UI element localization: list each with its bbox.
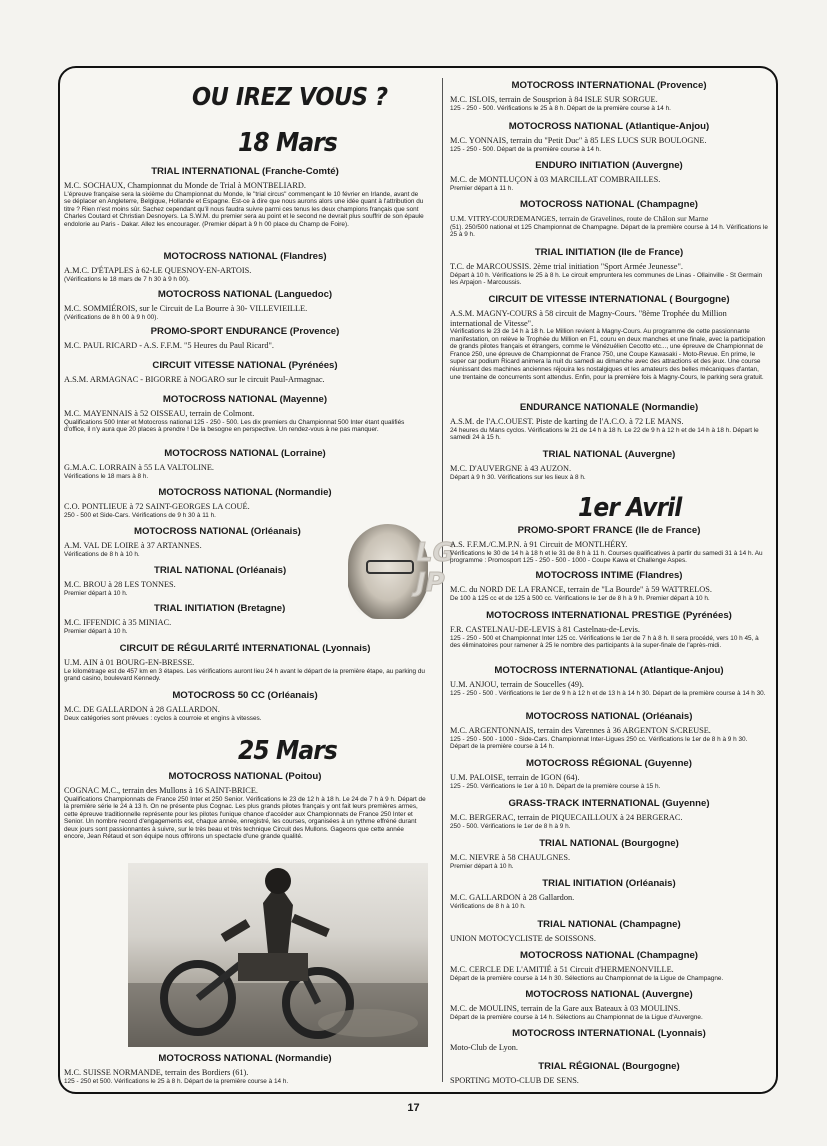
page-number: 17 <box>407 1102 420 1114</box>
event-organizer: A.M. VAL DE LOIRE à 37 ARTANNES. <box>64 541 202 550</box>
event-entry <box>64 166 426 228</box>
event-organizer: U.M. ANJOU, terrain de Soucelles (49). <box>450 680 584 689</box>
event-organizer: M.C. D'AUVERGNE à 43 AUZON. <box>450 464 572 473</box>
event-title: MOTOCROSS NATIONAL (Poitou) <box>168 771 322 782</box>
event-detail: Vérifications le 30 de 14 h à 18 h et le 31 de 8 h à 11 h. Courses qualificatives à partir du samedi 31 à 14 h. Au programme : Promosport 125 - 250 - 500 - 1000 - Coupe Kawa et Challenge Aspes. <box>450 549 763 565</box>
event-entry <box>450 1028 768 1053</box>
event-entry <box>450 570 768 602</box>
event-detail: 24 heures du Mans cyclos. Vérifications le 21 de 14 h à 18 h. Le 22 de 9 h à 12 h et de 14 h à 18 h. Départ le samedi 24 à 15 h. <box>450 426 759 442</box>
event-detail: Le kilométrage est de 457 km en 3 étapes. Les vérifications auront lieu 24 h avant le départ de la première étape, au parking du grand casino, boulevard Kennedy. <box>64 667 425 683</box>
event-title: MOTOCROSS INTIME (Flandres) <box>535 570 683 581</box>
event-title: GRASS-TRACK INTERNATIONAL (Guyenne) <box>508 798 710 809</box>
event-detail: 125 - 250 - 500 . Vérifications le 1er de 9 h à 12 h et de 13 h à 14 h 30. Départ de la première course à 14 h 30. <box>450 689 766 697</box>
event-entry <box>450 838 768 870</box>
event-organizer: M.C. de MONTLUÇON à 03 MARCILLAT COMBRAILLES. <box>450 175 661 184</box>
event-title: PROMO-SPORT FRANCE (Ile de France) <box>517 525 701 536</box>
event-title: TRIAL INTERNATIONAL (Franche-Comté) <box>151 166 339 177</box>
event-entry <box>64 690 426 722</box>
event-title: MOTOCROSS NATIONAL (Mayenne) <box>162 394 328 405</box>
event-organizer: M.C. BERGERAC, terrain de PIQUECAILLOUX à 24 BERGERAC. <box>450 813 683 822</box>
event-entry <box>450 610 768 650</box>
event-entry <box>450 402 768 442</box>
event-title: MOTOCROSS NATIONAL (Champagne) <box>519 199 699 210</box>
event-organizer: M.C. de MOULINS, terrain de la Gare aux Bateaux à 03 MOULINS. <box>450 1004 681 1013</box>
event-entry <box>64 394 426 434</box>
motorcycle-rider-illustration <box>128 863 428 1047</box>
event-title: MOTOCROSS INTERNATIONAL (Lyonnais) <box>512 1028 706 1039</box>
event-organizer: U.M. VITRY-COURDEMANGES, terrain de Gravelines, route de Châlon sur Marne <box>450 214 709 223</box>
event-entry <box>64 448 426 480</box>
event-title: ENDURO INITIATION (Auvergne) <box>535 160 683 171</box>
event-title: TRIAL INITIATION (Bretagne) <box>154 603 286 614</box>
event-title: MOTOCROSS NATIONAL (Flandres) <box>163 251 327 262</box>
event-detail: 125 - 250 - 500 - 1000 - Side-Cars. Championnat Inter-Ligues 250 cc. Vérifications le 1er de 8 h à 9 h 30. Départ de la première course à 14 h. <box>450 735 748 751</box>
event-title: MOTOCROSS NATIONAL (Normandie) <box>158 1053 332 1064</box>
event-title: TRIAL NATIONAL (Champagne) <box>537 919 681 930</box>
event-title: MOTOCROSS NATIONAL (Normandie) <box>158 487 332 498</box>
event-title: MOTOCROSS 50 CC (Orléanais) <box>172 690 318 701</box>
event-organizer: G.M.A.C. LORRAIN à 55 LA VALTOLINE. <box>64 463 214 472</box>
event-detail: (Vérifications le 18 mars de 7 h 30 à 9 h 00). <box>64 275 190 283</box>
event-title: MOTOCROSS INTERNATIONAL (Provence) <box>511 80 707 91</box>
event-entry <box>450 525 768 565</box>
event-detail: Premier départ à 10 h. <box>64 627 128 635</box>
event-entry <box>64 289 426 321</box>
event-entry <box>64 487 426 519</box>
event-title: MOTOCROSS NATIONAL (Champagne) <box>519 950 699 961</box>
event-organizer: M.C. NIEVRE à 58 CHAULGNES. <box>450 853 571 862</box>
event-title: TRIAL INITIATION (Ile de France) <box>534 247 684 258</box>
page-frame <box>58 66 778 1094</box>
event-organizer: M.C. ISLOIS, terrain de Sousprion à 84 ISLE SUR SORGUE. <box>450 95 658 104</box>
event-entry <box>450 989 768 1021</box>
event-detail: Qualifications Championnats de France 250 Inter et 250 Senior. Vérifications le 23 de 12 h à 18 h. Le 24 de 7 h à 9 h. Départ de la première série le 24 à 13 h. On ne présente plus Cognac. Les plus grands pilotes français y ont fait leurs premières armes, cette épreuve traditionnelle représente pour les pilotes l'unique chance d'accéder aux Championnats de France 250 Inter et Senior. Un nombre record d'engagements est, chaque année, enregistré, les courses, organisées à un rythme effréné durant deux jours sont passionnantes à suivre, sur le très beau et très technique Circuit des Mullons. Gageons que cette année encore, Jean Rétaud et son équipe nous offrirons un spectacle d'une grande qualité. <box>64 795 426 841</box>
event-entry <box>450 160 768 192</box>
event-entry <box>64 1053 426 1085</box>
event-organizer: M.C. DE GALLARDON à 28 GALLARDON. <box>64 705 220 714</box>
event-organizer: T.C. de MARCOUSSIS. 2ème trial initiation "Sport Armée Jeunesse". <box>450 262 683 271</box>
event-organizer: SPORTING MOTO-CLUB DE SENS. <box>450 1076 579 1085</box>
event-organizer: M.C. SUISSE NORMANDE, terrain des Bordiers (61). <box>64 1068 249 1077</box>
event-organizer: M.C. PAUL RICARD - A.S. F.F.M. "5 Heures du Paul Ricard". <box>64 341 274 350</box>
event-organizer: A.S.M. ARMAGNAC - BIGORRE à NOGARO sur le circuit Paul-Armagnac. <box>64 375 325 384</box>
event-entry <box>450 758 768 790</box>
event-title: MOTOCROSS INTERNATIONAL PRESTIGE (Pyrénées) <box>486 610 732 621</box>
date-heading-18-mars: 18 Mars <box>238 128 337 158</box>
event-organizer: M.C. SOCHAUX, Championnat du Monde de Trial à MONTBELIARD. <box>64 181 306 190</box>
event-detail: Départ de la première course à 14 h. Sélections au Championnat de la Ligue d'Auvergne. <box>450 1013 703 1021</box>
event-detail: 250 - 500 et Side-Cars. Vérifications de 9 h 30 à 11 h. <box>64 511 216 519</box>
event-title: MOTOCROSS NATIONAL (Lorraine) <box>164 448 326 459</box>
event-entry <box>64 526 332 558</box>
event-title: CIRCUIT DE VITESSE INTERNATIONAL ( Bourgogne) <box>488 294 730 305</box>
event-detail: Départ à 10 h. Vérifications le 25 à 8 h. Le circuit empruntera les communes de Linas - Ollainville - St Germain les Arpajon - Marcoussis. <box>450 271 763 287</box>
event-organizer: M.C. YONNAIS, terrain du "Petit Duc" à 85 LES LUCS SUR BOULOGNE. <box>450 136 707 145</box>
event-title: PROMO-SPORT ENDURANCE (Provence) <box>150 326 340 337</box>
event-title: MOTOCROSS RÉGIONAL (Guyenne) <box>526 758 692 769</box>
event-detail: 125 - 250 - 500. Départ de la première course à 14 h. <box>450 145 601 153</box>
event-entry <box>450 711 768 751</box>
event-organizer: U.M. AIN à 01 BOURG-EN-BRESSE. <box>64 658 195 667</box>
event-detail: 250 - 500. Vérifications le 1er de 8 h à 9 h. <box>450 822 571 830</box>
event-entry <box>450 1061 768 1086</box>
event-detail: L'épreuve française sera la sixième du Championnat du Monde, le "trial circus" commençant le 10 février en Irlande, avant de se déplacer en Angleterre, Belgique, Hollande et Espagne. Est-ce à dire que nous aurons alors une idée quant à l'attribution du titre ? Rien n'est moins sûr. Sachez cependant qu'il nous faudra suivre parmi ces tenus les deux champions français que sont Charles Coutard et Christian Desnoyers. La S.W.M. du premier sera au point et le second ne devrait plus souffrir de son épaule endolorie au Paris - Dakar. Allez les encourager. (Premier départ à 9 h 00 place du Champ de Foire). <box>64 190 424 228</box>
event-organizer: Moto-Club de Lyon. <box>450 1043 518 1052</box>
page-title: OU IREZ VOUS ? <box>192 82 388 111</box>
event-organizer: A.M.C. D'ÉTAPLES à 62-LE QUESNOY-EN-ARTOIS. <box>64 266 252 275</box>
event-detail: Départ de la première course à 14 h 30. Sélections au Championnat de la Ligue de Champagne. <box>450 974 724 982</box>
event-title: TRIAL NATIONAL (Auvergne) <box>542 449 676 460</box>
event-entry <box>450 199 768 239</box>
event-title: MOTOCROSS NATIONAL (Orléanais) <box>525 711 693 722</box>
event-entry <box>450 665 768 697</box>
date-heading-1er-avril: 1er Avril <box>578 493 682 523</box>
event-entry <box>450 449 768 481</box>
event-title: CIRCUIT VITESSE NATIONAL (Pyrénées) <box>152 360 338 371</box>
event-entry <box>450 798 768 830</box>
event-detail: De 100 à 125 cc et de 125 à 500 cc. Vérifications le 1er de 8 h à 9 h. Premier départ à 10 h. <box>450 594 710 602</box>
event-entry <box>450 294 768 381</box>
event-entry <box>64 360 426 385</box>
event-title: CIRCUIT DE RÉGULARITÉ INTERNATIONAL (Lyonnais) <box>119 643 371 654</box>
event-entry <box>450 80 768 112</box>
event-organizer: A.S.M. MAGNY-COURS à 58 circuit de Magny-Cours. "8ème Trophée du Million international de Vitesse". <box>450 309 727 328</box>
event-detail: 125 - 250. Vérifications le 1er à 10 h. Départ de la première course à 15 h. <box>450 782 661 790</box>
event-organizer: A.S.M. de l'A.C.OUEST. Piste de karting de l'A.C.O. à 72 LE MANS. <box>450 417 684 426</box>
event-entry <box>450 878 768 910</box>
event-detail: 125 - 250 et 500. Vérifications le 25 à 8 h. Départ de la première course à 14 h. <box>64 1077 289 1085</box>
event-organizer: C.O. PONTLIEUE à 72 SAINT-GEORGES LA COUÉ. <box>64 502 250 511</box>
event-title: TRIAL RÉGIONAL (Bourgogne) <box>538 1061 680 1072</box>
glasses-icon <box>366 560 414 574</box>
event-organizer: M.C. du NORD DE LA FRANCE, terrain de "La Bourde" à 59 WATTRELOS. <box>450 585 712 594</box>
event-detail: (Vérifications de 8 h 00 à 9 h 00). <box>64 313 159 321</box>
watermark-logo: LG JP <box>416 538 454 598</box>
event-detail: Premier départ à 10 h. <box>450 862 514 870</box>
event-organizer: U.M. PALOISE, terrain de IGON (64). <box>450 773 580 782</box>
event-organizer: A.S. F.F.M./C.M.P.N. à 91 Circuit de MONTLHÉRY. <box>450 540 628 549</box>
event-entry <box>64 251 426 283</box>
event-entry <box>64 565 332 597</box>
event-title: TRIAL NATIONAL (Bourgogne) <box>539 838 679 849</box>
event-detail: Vérifications le 23 de 14 h à 18 h. Le Million revient à Magny-Cours. Au programme de cette passionnante manifestation, on relève le Trophée du Million en F1, couru en deux manches et une finale, avec la participation de grands pilotes français et étrangers, comme le Vénézuélien Cecotto etc..., une épreuve de Championnat de France 250, une épreuve de Championnat de France 750, une Coupe Kawasaki - Moto-Revue. En prime, le super car podium Ricard animera la nuit du samedi au dimanche avec des attractions et des jeux. Une course réunissant des machines anciennes réjouira les nostalgiques et les amateurs des belles mécaniques d'antan, une trentaine de concurrents sont attendus. Enfin, pour la première fois à Magny-Cours, le parking sera gratuit. <box>450 328 766 381</box>
event-title: MOTOCROSS NATIONAL (Orléanais) <box>134 526 301 537</box>
event-title: MOTOCROSS INTERNATIONAL (Atlantique-Anjou) <box>494 665 724 676</box>
event-detail: Vérifications de 8 h à 10 h. <box>450 902 526 910</box>
event-detail: 125 - 250 - 500. Vérifications le 25 à 8 h. Départ de la première course à 14 h. <box>450 104 671 112</box>
event-title: TRIAL NATIONAL (Orléanais) <box>154 565 287 576</box>
event-organizer: M.C. SOMMIÉROIS, sur le Circuit de La Bourre à 30- VILLEVIEILLE. <box>64 304 308 313</box>
event-entry <box>64 643 426 683</box>
event-entry <box>450 919 768 944</box>
event-organizer: M.C. ARGENTONNAIS, terrain des Varennes à 36 ARGENTON S/CREUSE. <box>450 726 711 735</box>
event-detail: Qualifications 500 Inter et Motocross national 125 - 250 - 500. Les dix premiers du Championnat 500 Inter étant qualifiés d'office, il n'y aura que 20 places à prendre ! De la besogne en perspective. Un rendez-vous à ne pas manquer. <box>64 418 405 434</box>
event-organizer: M.C. CERCLE DE L'AMITIÉ à 51 Circuit d'HERMENONVILLE. <box>450 965 674 974</box>
event-organizer: M.C. BROU à 28 LES TONNES. <box>64 580 176 589</box>
event-entry <box>64 603 332 635</box>
event-detail: (51). 250/500 national et 125 Championnat de Champagne. Départ de la première course à 14 h. Vérifications le 25 à 9 h. <box>450 223 768 239</box>
event-entry <box>450 121 768 153</box>
event-title: MOTOCROSS NATIONAL (Atlantique-Anjou) <box>508 121 710 132</box>
event-detail: Premier départ à 10 h. <box>64 589 128 597</box>
event-detail: Départ à 9 h 30. Vérifications sur les lieux à 8 h. <box>450 473 586 481</box>
event-detail: Premier départ à 11 h. <box>450 184 514 192</box>
event-entry <box>64 326 426 351</box>
event-detail: Vérifications le 18 mars à 8 h. <box>64 472 149 480</box>
event-detail: 125 - 250 - 500 et Championnat Inter 125 cc. Vérifications le 1er de 7 h à 8 h. Il sera procédé, vers 10 h 45, à des éliminatoires pour ramener à 25 le nombre des participants à la super-finale de l'après-midi. <box>450 634 759 650</box>
motocross-photo <box>128 863 428 1047</box>
event-organizer: F.R. CASTELNAU-DE-LEVIS à 81 Castelnau-de-Levis. <box>450 625 640 634</box>
event-detail: Deux catégories sont prévues : cyclos à courroie et engins à vitesses. <box>64 714 262 722</box>
event-title: MOTOCROSS NATIONAL (Auvergne) <box>525 989 693 1000</box>
event-title: TRIAL INITIATION (Orléanais) <box>542 878 676 889</box>
event-organizer: M.C. GALLARDON à 28 Gallardon. <box>450 893 575 902</box>
event-detail: Vérifications de 8 h à 10 h. <box>64 550 140 558</box>
event-organizer: UNION MOTOCYCLISTE de SOISSONS. <box>450 934 596 943</box>
event-title: MOTOCROSS NATIONAL (Languedoc) <box>157 289 333 300</box>
date-heading-25-mars: 25 Mars <box>238 736 337 766</box>
event-entry <box>64 771 426 841</box>
event-organizer: M.C. MAYENNAIS à 52 OISSEAU, terrain de Colmont. <box>64 409 255 418</box>
event-entry <box>450 950 768 982</box>
event-organizer: COGNAC M.C., terrain des Mullons à 16 SAINT-BRICE. <box>64 786 258 795</box>
event-entry <box>450 247 768 287</box>
event-title: ENDURANCE NATIONALE (Normandie) <box>519 402 699 413</box>
event-organizer: M.C. IFFENDIC à 35 MINIAC. <box>64 618 172 627</box>
